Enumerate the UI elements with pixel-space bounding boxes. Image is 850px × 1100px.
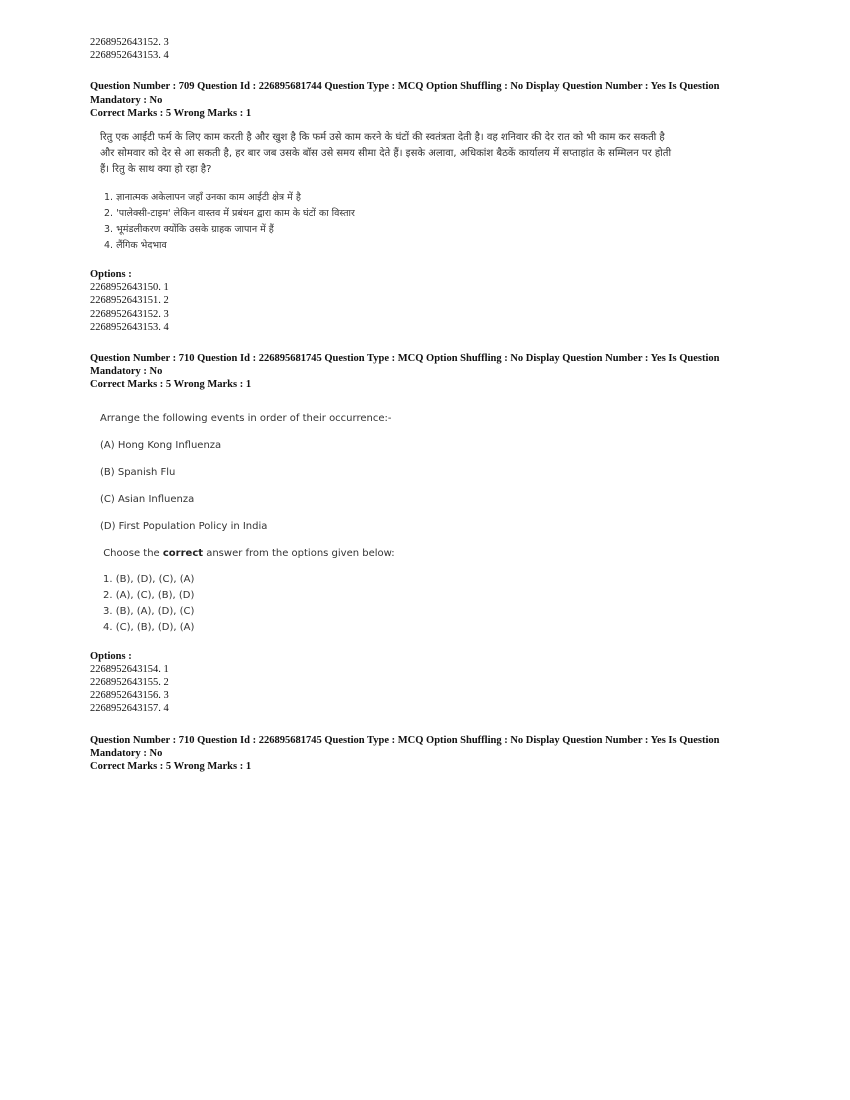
question-709 (90, 80, 750, 334)
question-header: Question Number : 710 Question Id : 226895681745 Question Type : MCQ Option Shuffling : No Display Question Number : Yes Is Question Mandatory : No (90, 734, 720, 759)
answer-choice: 2. 'पालेक्सी-टाइम' लेकिन वास्तव में प्रबंधन द्वारा काम के घंटों का विस्तार (104, 208, 355, 220)
option-line: 2268952643157. 4 (90, 703, 169, 715)
question-header: Question Number : 710 Question Id : 226895681745 Question Type : MCQ Option Shuffling : No Display Question Number : Yes Is Question Mandatory : No (90, 353, 720, 378)
instruction-bold: correct (162, 547, 204, 559)
question-text: रितु एक आईटी फर्म के लिए काम करती है और खुश है कि फर्म उसे काम करने के घंटों की स्वतंत्रता देती है। वह शनिवार की देर रात को भी काम कर सकती है और सोमवार को देर से आ सकती है, हर बार जब उसके बॉस उसे समय सीमा देते हैं। इसके अलावा, अधिकांश बैठकें कार्यालय में सप्ताहांत के सम्मिलन पर होती हैं। रितु के साथ क्या हो रहा है? (100, 132, 672, 176)
options-label: Options : (90, 269, 132, 281)
option-line: 2268952643154. 1 (90, 663, 169, 675)
previous-options-tail (90, 36, 750, 62)
event-item: (B) Spanish Flu (100, 466, 176, 478)
answer-choices (103, 572, 750, 636)
question-710-repeat (90, 734, 750, 774)
option-line: 2268952643152. 3 (90, 37, 169, 48)
document-page (90, 36, 750, 773)
question-text (100, 412, 750, 636)
option-line: 2268952643151. 2 (90, 295, 169, 307)
event-item: (D) First Population Policy in India (100, 520, 268, 532)
option-line: 2268952643153. 4 (90, 50, 169, 62)
answer-choice: 4. (C), (B), (D), (A) (103, 621, 195, 633)
option-line: 2268952643153. 4 (90, 321, 169, 333)
event-item: (C) Asian Influenza (100, 493, 195, 505)
answer-choice: 3. भूमंडलीकरण क्योंकि उसके ग्राहक जापान में हैं (104, 224, 274, 236)
question-header: Question Number : 709 Question Id : 226895681744 Question Type : MCQ Option Shuffling : No Display Question Number : Yes Is Question Mandatory : No (90, 81, 720, 106)
question-marks: Correct Marks : 5 Wrong Marks : 1 (90, 379, 252, 391)
option-line: 2268952643150. 1 (90, 282, 169, 294)
question-710 (90, 352, 750, 716)
instruction-pre: Choose the (103, 547, 163, 559)
option-line: 2268952643156. 3 (90, 690, 169, 702)
question-marks: Correct Marks : 5 Wrong Marks : 1 (90, 761, 252, 773)
answer-choice: 1. ज्ञानात्मक अकेलापन जहाँ उनका काम आईटी क्षेत्र में है (104, 192, 301, 204)
options-list (90, 268, 750, 334)
question-instruction (100, 547, 750, 560)
answer-choice: 1. (B), (D), (C), (A) (103, 573, 195, 585)
option-line: 2268952643152. 3 (90, 308, 169, 320)
question-marks: Correct Marks : 5 Wrong Marks : 1 (90, 107, 252, 119)
answer-choice: 4. लैंगिक भेदभाव (104, 240, 167, 252)
event-item: (A) Hong Kong Influenza (100, 439, 222, 451)
option-line: 2268952643155. 2 (90, 677, 169, 689)
instruction-post: answer from the options given below: (203, 547, 395, 559)
options-label: Options : (90, 650, 132, 662)
answer-choice: 3. (B), (A), (D), (C) (103, 605, 195, 617)
question-intro: Arrange the following events in order of their occurrence:- (100, 412, 392, 424)
options-list (90, 650, 750, 716)
answer-choices (104, 190, 750, 254)
answer-choice: 2. (A), (C), (B), (D) (103, 589, 195, 601)
